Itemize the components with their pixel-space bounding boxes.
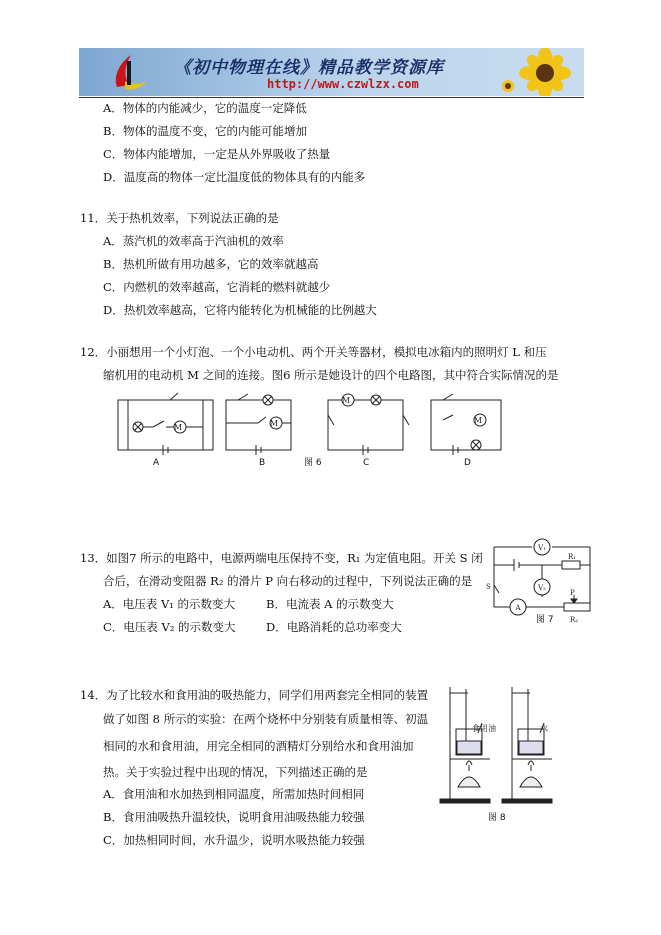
svg-text:V₂: V₂: [538, 584, 546, 592]
circuit-b-label: B: [259, 458, 266, 468]
circuit-d-label: D: [464, 458, 471, 468]
header-title: 《初中物理在线》精品教学资源库: [174, 58, 444, 78]
q11-stem: 11．关于热机效率，下列说法正确的是: [80, 211, 279, 225]
q13-stem-line1: 13．如图7 所示的电路中，电源两端电压保持不变，R₁ 为定值电阻。开关 S 闭: [80, 551, 483, 565]
figure-8-apparatus: [436, 683, 566, 808]
q14-stem-line3: 相同的水和食用油，用完全相同的酒精灯分别给水和食用油加: [103, 739, 414, 753]
svg-text:M: M: [341, 396, 351, 405]
q11-option-d: D．热机效率越高，它将内能转化为机械能的比例越大: [103, 303, 377, 317]
circuit-c-label: C: [363, 458, 370, 468]
q13-option-a: A．电压表 V₁ 的示数变大: [103, 597, 236, 611]
q13-option-b: B．电流表 A 的示数变大: [266, 597, 394, 611]
figure-6-caption: 图 6: [304, 458, 322, 468]
figure-7-caption: 图 7: [536, 615, 554, 625]
svg-text:P: P: [570, 589, 575, 597]
q14-option-b: B．食用油吸热升温较快，说明食用油吸热能力较强: [103, 810, 365, 824]
q12-stem-line1: 12．小丽想用一个小灯泡、一个小电动机、两个开关等器材，模拟电冰箱内的照明灯 L 和压: [80, 345, 547, 359]
svg-text:S: S: [486, 583, 491, 591]
q12-stem-line2: 缩机用的电动机 M 之间的连接。图6 所示是她设计的四个电路图，其中符合实际情况的是: [103, 368, 559, 382]
header-banner: [79, 48, 584, 96]
q10-option-c: C．物体内能增加，一定是从外界吸收了热量: [103, 147, 331, 161]
q11-option-c: C．内燃机的效率越高，它消耗的燃料就越少: [103, 280, 331, 294]
svg-text:V₁: V₁: [538, 544, 546, 552]
q10-option-d: D．温度高的物体一定比温度低的物体具有的内能多: [103, 170, 366, 184]
figure-8-caption: 图 8: [488, 813, 506, 823]
svg-text:M: M: [269, 419, 279, 428]
q14-stem-line4: 热。关于实验过程中出现的情况，下列描述正确的是: [103, 765, 368, 779]
logo-icon: [109, 51, 149, 93]
header-url: http://www.czwlzx.com: [267, 77, 419, 91]
svg-text:R₁: R₁: [568, 553, 577, 561]
svg-text:M: M: [473, 416, 483, 425]
q14-option-c: C．加热相同时间，水升温少，说明水吸热能力较强: [103, 833, 365, 847]
circuit-a-label: A: [153, 458, 160, 468]
q10-option-a: A．物体的内能减少，它的温度一定降低: [103, 101, 307, 115]
svg-text:R₂: R₂: [570, 616, 579, 624]
svg-text:M: M: [173, 423, 183, 432]
svg-text:A: A: [515, 604, 521, 612]
q11-option-a: A．蒸汽机的效率高于汽油机的效率: [103, 234, 284, 248]
q13-option-c: C．电压表 V₂ 的示数变大: [103, 620, 236, 634]
q14-stem-line1: 14．为了比较水和食用油的吸热能力，同学们用两套完全相同的装置: [80, 688, 429, 702]
q11-option-b: B．热机所做有用功越多，它的效率就越高: [103, 257, 319, 271]
beaker-label-oil: 食用油: [472, 724, 496, 733]
q13-option-d: D．电路消耗的总功率变大: [266, 620, 402, 634]
header-rule: [79, 97, 584, 98]
beaker-label-water: 水: [540, 724, 548, 733]
q14-option-a: A．食用油和水加热到相同温度，所需加热时间相同: [103, 787, 365, 801]
q14-stem-line2: 做了如图 8 所示的实验：在两个烧杯中分别装有质量相等、初温: [103, 712, 429, 726]
q10-option-b: B．物体的温度不变，它的内能可能增加: [103, 124, 307, 138]
sunflower-icon: [490, 48, 580, 96]
q13-stem-line2: 合后，在滑动变阻器 R₂ 的滑片 P 向右移动的过程中，下列说法正确的是: [103, 574, 473, 588]
